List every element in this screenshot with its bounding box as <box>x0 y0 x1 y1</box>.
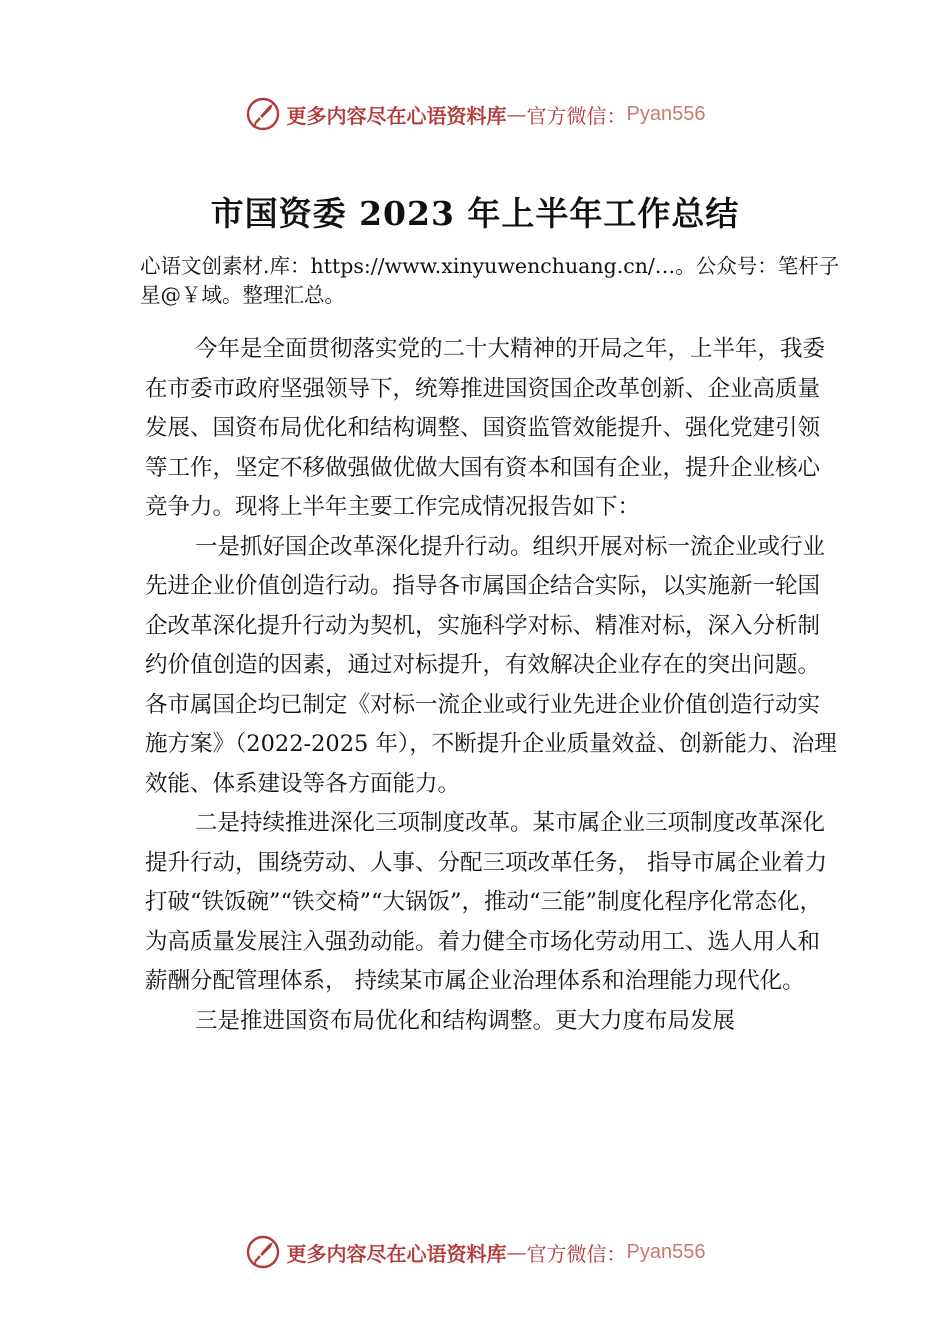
banner-wechat-id: Pyan556 <box>626 102 706 125</box>
banner-wechat-id: Pyan556 <box>626 1240 706 1263</box>
document-title: 市国资委 2023 年上半年工作总结 <box>210 194 740 233</box>
document-body <box>145 330 840 1041</box>
paragraph-text: 一是抓好国企改革深化提升行动。组织开展对标一流企业或行业先进企业价值创造行动。指导各市属国企结合实际，以实施新一轮国企改革深化提升行动为契机，实施科学对标、精准对标，深入分析制约价值创造的因素，通过对标提升，有效解决企业存在的突出问题。各市属国企均已制定《对标一流企业或行业先进企业价值创造行动实施方案》（2022-2025 年），不断提升企业质量效益、创新能力、治理效能、体系建设等各方面能力。 <box>145 533 837 797</box>
paragraph-point-1 <box>145 528 840 805</box>
banner-brand-text: 更多内容尽在心语资料库 <box>286 103 507 128</box>
paragraph-text: 三是推进国资布局优化和结构调整。更大力度布局发展 <box>195 1007 736 1034</box>
paragraph-point-2 <box>145 804 840 1002</box>
paragraph-point-3 <box>145 1002 840 1042</box>
banner-wechat-label: 官方微信： <box>526 1241 627 1266</box>
header-banner <box>0 94 950 134</box>
banner-brand-text: 更多内容尽在心语资料库 <box>286 1241 507 1266</box>
source-line: 心语文创素材.库：https://www.xinyuwenchuang.cn/…。公众号：笔杆子星@￥域。整理汇总。 <box>140 254 840 307</box>
paragraph-text: 二是持续推进深化三项制度改革。某市属企业三项制度改革深化提升行动，围绕劳动、人事、分配三项改革任务， 指导市属企业着力打破“铁饭碗”“铁交椅”“大锅饭”，推动“三能”制度化程序化常态化，为高质量发展注入强劲动能。着力健全市场化劳动用工、选人用人和薪酬分配管理体系， 持续某市属企业治理体系和治理能力现代化。 <box>145 810 828 994</box>
banner-separator: — <box>506 1240 527 1264</box>
quill-pen-logo-icon <box>245 1234 281 1270</box>
footer-banner <box>0 1232 950 1272</box>
paragraph-text: 今年是全面贯彻落实党的二十大精神的开局之年，上半年，我委在市委市政府坚强领导下，统筹推进国资国企改革创新、企业高质量发展、国资布局优化和结构调整、国资监管效能提升、强化党建引领等工作，坚定不移做强做优做大国有资本和国有企业，提升企业核心竞争力。现将上半年主要工作完成情况报告如下： <box>145 336 826 520</box>
banner-wechat-label: 官方微信： <box>526 103 627 128</box>
quill-pen-logo-icon <box>245 96 281 132</box>
paragraph-intro <box>145 330 840 528</box>
banner-separator: — <box>506 102 527 126</box>
